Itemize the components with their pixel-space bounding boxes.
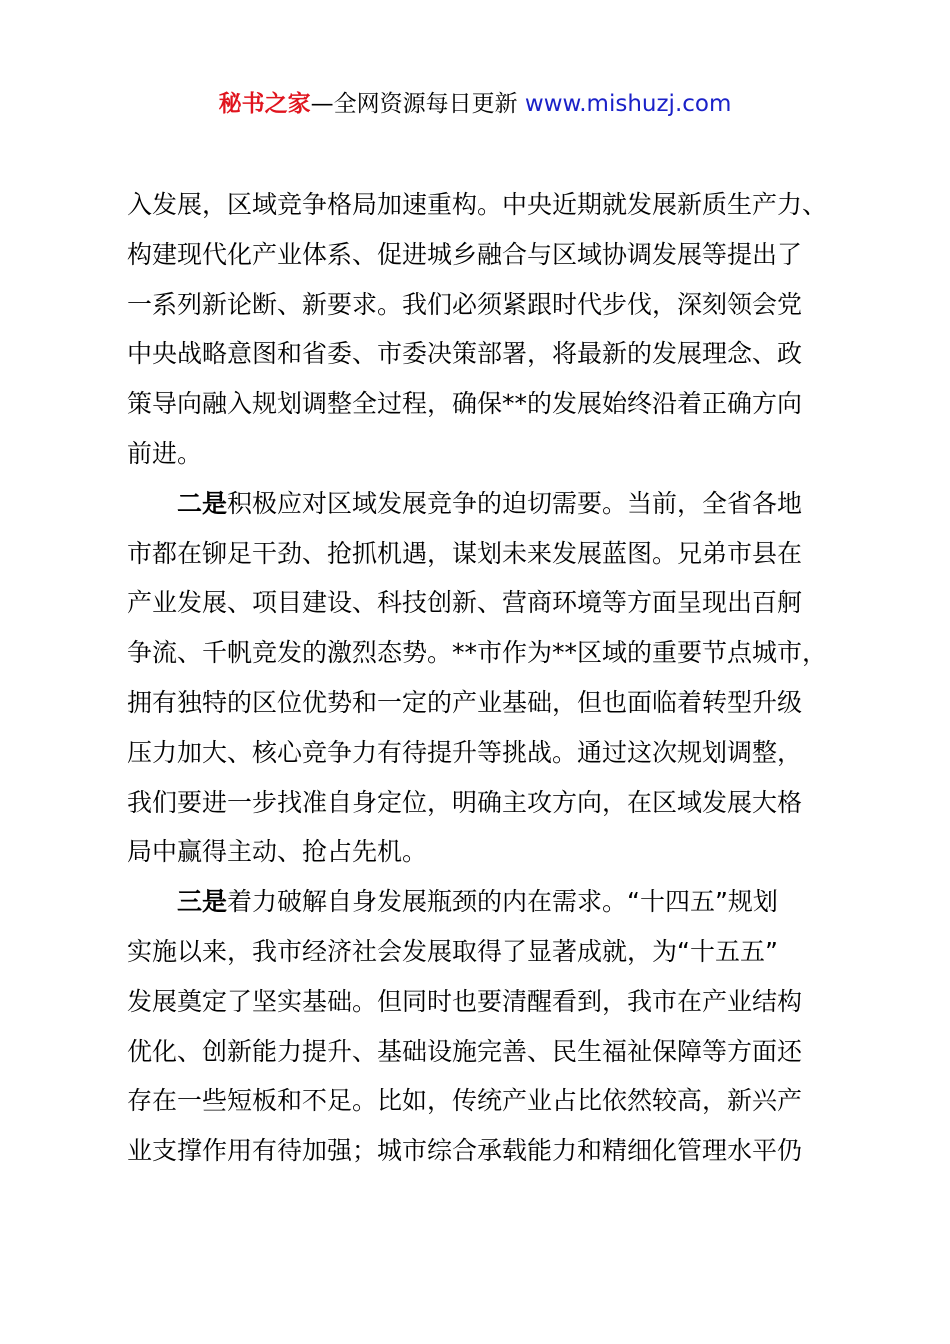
text-line: 优化、创新能力提升、基础设施完善、民生福祉保障等方面还 xyxy=(127,1036,803,1066)
text-line: 压力加大、核心竞争力有待提升等挑战。通过这次规划调整， xyxy=(127,737,803,767)
paragraph-first-line xyxy=(127,877,837,927)
text-line: 入发展，区域竞争格局加速重构。中央近期就发展新质生产力、 xyxy=(127,190,828,219)
paragraph-1 xyxy=(127,180,837,479)
text-line: 实施以来，我市经济社会发展取得了显著成就，为“十五五” xyxy=(127,936,778,966)
paragraph-first-line xyxy=(127,479,837,529)
text-line: 前进。 xyxy=(127,438,203,468)
text-line: 局中赢得主动、抢占先机。 xyxy=(127,837,428,867)
text-line: 我们要进一步找准自身定位，明确主攻方向，在区域发展大格 xyxy=(127,787,803,817)
paragraph-lead: 三是 xyxy=(177,887,228,917)
text-span: 积极应对区域发展竞争的迫切需要。当前，全省各地 xyxy=(227,488,803,518)
text-line: 策导向融入规划调整全过程，确保**的发展始终沿着正确方向 xyxy=(127,389,803,419)
document-body xyxy=(127,180,837,1176)
site-header xyxy=(0,86,950,122)
text-line: 拥有独特的区位优势和一定的产业基础，但也面临着转型升级 xyxy=(127,687,803,717)
text-line: 争流、千帆竞发的激烈态势。**市作为**区域的重要节点城市， xyxy=(127,638,828,668)
text-line: 存在一些短板和不足。比如，传统产业占比依然较高，新兴产 xyxy=(127,1086,803,1116)
paragraph-3 xyxy=(127,877,837,1176)
brand-name: 秘书之家 xyxy=(218,91,311,117)
text-line: 一系列新论断、新要求。我们必须紧跟时代步伐，深刻领会党 xyxy=(127,289,803,319)
text-line: 市都在铆足干劲、抢抓机遇，谋划未来发展蓝图。兄弟市县在 xyxy=(127,538,803,568)
text-span: 着力破解自身发展瓶颈的内在需求。“十四五”规划 xyxy=(227,887,778,917)
text-line: 发展奠定了坚实基础。但同时也要清醒看到，我市在产业结构 xyxy=(127,986,803,1016)
text-line: 业支撑作用有待加强；城市综合承载能力和精细化管理水平仍 xyxy=(127,1136,803,1166)
text-line: 中央战略意图和省委、市委决策部署，将最新的发展理念、政 xyxy=(127,339,803,369)
header-tagline: —全网资源每日更新 xyxy=(310,91,525,117)
text-line: 产业发展、项目建设、科技创新、营商环境等方面呈现出百舸 xyxy=(127,588,803,618)
paragraph-lead: 二是 xyxy=(177,488,228,518)
paragraph-2 xyxy=(127,479,837,877)
site-url-link[interactable]: www.mishuzj.com xyxy=(524,91,732,117)
text-line: 构建现代化产业体系、促进城乡融合与区域协调发展等提出了 xyxy=(127,239,803,269)
